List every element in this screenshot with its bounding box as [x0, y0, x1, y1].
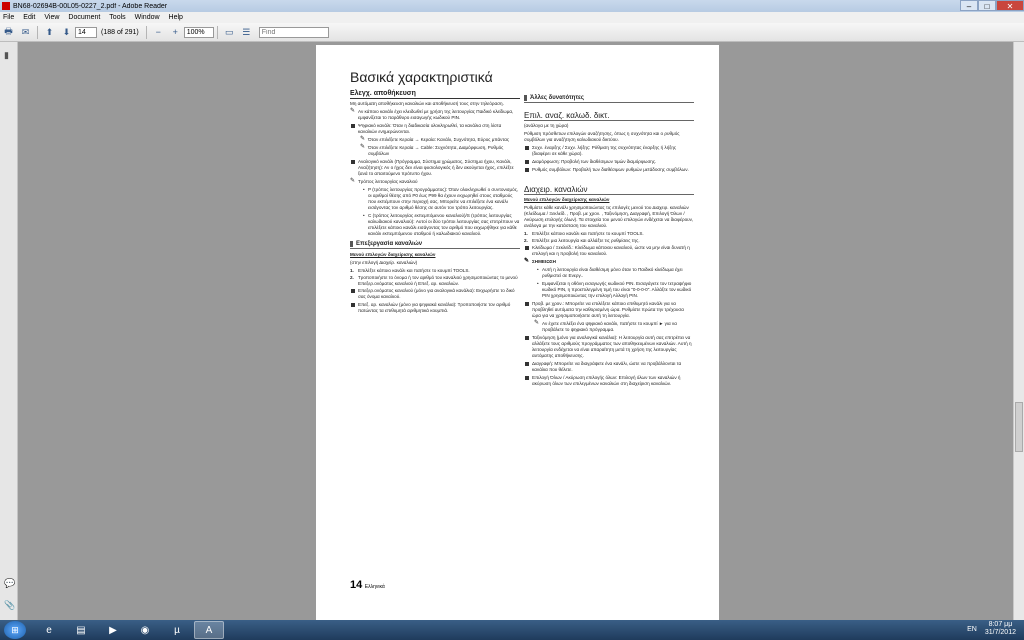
- step-2: 2. Επιλέξτε μια λειτουργία και αλλάξτε τις ρυθμίσεις της.: [524, 238, 640, 243]
- navigation-panel: [0, 42, 18, 620]
- toolbar-divider: [37, 26, 38, 39]
- email-icon[interactable]: ✉: [21, 26, 30, 37]
- footer-page-number: 14: [350, 579, 363, 591]
- toolbar: [0, 23, 1024, 42]
- acrobat-app-icon: [2, 2, 10, 10]
- bullet: Επεξερ.ονόματος καναλιού (μόνο για αναλογικά κανάλια): Εκχωρήστε το δικό σας όνομα καναλιού.: [350, 288, 520, 300]
- scrollbar-thumb[interactable]: [1015, 402, 1023, 452]
- clock-date: 31/7/2012: [984, 629, 1016, 636]
- vertical-scrollbar[interactable]: [1013, 42, 1024, 620]
- paragraph: Ρύθμιση πρόσθετων επιλογών αναζήτησης, όπως η συχνότητα και ο ρυθμός συμβόλων για αναζήτηση καλωδιακού δικτύου.: [524, 131, 680, 142]
- media-player-icon[interactable]: ▶: [109, 624, 117, 636]
- menu-document[interactable]: Document: [68, 14, 101, 21]
- step-text: Επιλέξτε μια λειτουργία και αλλάξτε τις ρυθμίσεις της.: [532, 238, 640, 243]
- step-2: 2. Τροποποιήστε το όνομα ή τον αριθμό του καναλιού χρησιμοποιώντας το μενού Επεξερ.ονόματος καναλιού ή Επεξ. αρ. καναλιών.: [350, 275, 518, 286]
- heading-edit: Επεξεργασία καναλιών: [350, 241, 520, 249]
- sub-note: ✎ Αν έχετε επιλέξει ένα ψηφιακό κανάλι, πατήστε το κουμπί ► για να προβάλετε το ψηφιακό πρόγραμμα.: [524, 321, 694, 333]
- bullet: Κλείδωμα / Ξεκλείδ.: Κλείδωμα κάποιου καναλιού, ώστε να μην είναι δυνατή η επιλογή και η προβολή του καναλιού.: [524, 245, 694, 257]
- toolbar-divider: [146, 26, 147, 39]
- language-indicator[interactable]: EN: [967, 625, 977, 633]
- clock[interactable]: [985, 621, 1016, 637]
- sub-note: ✎ Όταν επιλέξετε Κεραία → Κεραία: Κανάλι, Συχνότητα, Εύρος μπάντας: [350, 137, 520, 143]
- step-text: Επιλέξτε κάποιο κανάλι και πατήστε το κουμπί TOOLS.: [532, 231, 644, 236]
- bullet: Διαγραφή: Μπορείτε να διαγράψετε ένα κανάλι, ώστε να προβάλλονται τα κανάλια που θέλετε.: [524, 361, 694, 373]
- folder-icon[interactable]: ▤: [76, 624, 86, 636]
- system-tray: [967, 621, 1016, 637]
- menu-window[interactable]: Window: [134, 14, 160, 21]
- note: ✎ Αν κάποιο κανάλι έχει κλειδωθεί με χρήση της λειτουργίας Παιδικό κλείδωμα, εμφανίζεται το παράθυρο εισαγωγής κωδικού PIN.: [350, 109, 520, 121]
- zoom-out-icon[interactable]: −: [155, 27, 161, 37]
- heading-search: Επιλ. αναζ. καλωδ. δικτ.: [524, 113, 694, 121]
- acrobat-taskbar-icon[interactable]: A: [194, 621, 224, 639]
- window-title: BN68-02694B-00L05-0227_2.pdf - Adobe Reader: [13, 2, 168, 10]
- page-footer: [350, 579, 385, 591]
- menu-heading: Μενού επιλογών διαχείρισης καναλιών: [524, 197, 610, 202]
- footer-language: Ελληνικά: [364, 584, 385, 590]
- dot-item: • C (τρόπος λειτουργίας εκπεμπόμενου καναλιού)/S (τρόπος λειτουργίας καλωδιακού καναλιού): Αυτοί οι δύο τρόποι λειτουργίας σας επιτρέπουν να επιλέξετε κάποιο κανάλι εισάγοντας τον αριθμό που εκχωρήθηκε για κάθε κανάλι εκπεμπόμενου σταθμού ή καλωδιακού καναλιού.: [350, 213, 520, 237]
- heading-save: Ελεγχ. αποθήκευση: [350, 91, 520, 99]
- page-count-label: (188 of 291): [101, 28, 139, 36]
- paragraph: Ρυθμίστε κάθε κανάλι χρησιμοποιώντας τις επιλογές μενού του Διαχειρ. καναλιών (Κλείδωμα / Ξεκλείδ. , Προβ. με χρον. , Ταξινόμηση, Διαγραφή, Επιλογή Όλων / Ακύρωση επιλογής όλων). Τα στοιχεία του μενού επιλογών ενδέχεται να διαφέρουν, ανάλογα με την κατάσταση του καναλιού.: [524, 205, 694, 228]
- menu-heading: Μενού επιλογών διαχείρισης καναλιών: [350, 252, 436, 257]
- bullet: Επιλογή Όλων / Ακύρωση επιλογής όλων: Επιλογή όλων των καναλιών ή ακύρωση όλων των επιλεγμένων καναλιών στη διαχείριση καναλιών.: [524, 375, 694, 387]
- step-1: 1. Επιλέξτε κάποιο κανάλι και πατήστε το κουμπί TOOLS.: [524, 231, 644, 236]
- minimize-button[interactable]: –: [960, 0, 978, 11]
- right-column: [524, 91, 694, 389]
- zoom-in-icon[interactable]: +: [172, 27, 178, 37]
- next-page-icon[interactable]: ⬇: [62, 26, 71, 37]
- menu-help[interactable]: Help: [168, 14, 183, 21]
- pdf-page: [316, 45, 719, 620]
- step-text: Τροποποιήστε το όνομα ή τον αριθμό του καναλιού χρησιμοποιώντας το μενού Επεξερ.ονόματος καναλιού ή Επεξ. αρ. καναλιών.: [358, 275, 518, 286]
- title-bar: [0, 0, 1024, 12]
- paragraph: (στην επιλογή Διαχείρ. καναλιών): [350, 260, 418, 265]
- step-text: Επιλέξτε κάποιο κανάλι και πατήστε το κουμπί TOOLS.: [358, 268, 470, 273]
- bullet: Διαμόρφωση: Προβολή των διαθέσιμων τιμών διαμόρφωσης.: [524, 159, 694, 165]
- bullet: Ρυθμός συμβόλων: Προβολή των διαθέσιμων ρυθμών μετάδοσης συμβόλων.: [524, 167, 694, 173]
- note: ✎ Τρόπος λειτουργίας καναλιού: [350, 179, 520, 185]
- toolbar-divider: [217, 26, 218, 39]
- bullet: Επεξ. αρ. καναλιών (μόνο για ψηφιακά κανάλια): Τροποποιήστε τον αριθμό πατώντας τα επιθυμητά αριθμητικά κουμπιά.: [350, 302, 520, 314]
- bullet: Συχν. έναρξης / Συχν. λήξης: Ρύθμιση της συχνότητας έναρξης ή λήξης (διαφέρει σε κάθε χώρα).: [524, 145, 694, 157]
- close-button[interactable]: ✕: [996, 0, 1024, 11]
- left-column: [350, 91, 520, 316]
- menu-view[interactable]: View: [44, 14, 60, 21]
- dot-item: • P (τρόπος λειτουργίας προγράμματος): Όταν ολοκληρωθεί ο συντονισμός, οι αριθμοί θέσης από P0 έως P99 θα έχουν εκχωρηθεί στους σταθμούς που εκπέμπουν στην περιοχή σας. Μπορείτε να επιλέξετε ένα κανάλι εισάγοντας τον αριθμό θέσης σε αυτόν τον τρόπο λειτουργίας.: [350, 187, 520, 211]
- page-number-input[interactable]: [75, 27, 97, 38]
- sub-note: ✎ Όταν επιλέξετε Κεραία → Cable: Συχνότητα, Διαμόρφωση, Ρυθμός συμβόλων: [350, 145, 520, 157]
- comment-icon[interactable]: 💬: [4, 578, 16, 588]
- page-title: Βασικά χαρακτηριστικά: [350, 69, 493, 85]
- attachment-icon[interactable]: 📎: [4, 600, 16, 610]
- taskbar: [0, 620, 1024, 640]
- paragraph: Μη αυτόματη αποθήκευση καναλιών και αποθήκευσή τους στην τηλεόραση.: [350, 101, 504, 106]
- bullet: Ψηφιακό κανάλι: Όταν η διαδικασία ολοκληρωθεί, τα κανάλια στη λίστα καναλιών ενημερώνονται.: [350, 123, 520, 135]
- dot-item: • Αυτή η λειτουργία είναι διαθέσιμη μόνο όταν το Παιδικό κλείδωμα έχει ρυθμιστεί σε Ενεργ..: [524, 267, 694, 279]
- find-input[interactable]: [259, 27, 329, 38]
- hand-tool-icon[interactable]: ☰: [242, 26, 251, 37]
- dot-item: • Εμφανίζεται η οθόνη εισαγωγής κωδικού PIN. Εισαγάγετε τον τετραψήφιο κωδικό PIN, η προεπιλεγμένη τιμή του είναι "0-0-0-0". Αλλάξτε τον κωδικό PIN χρησιμοποιώντας την επιλογή Αλλαγή PIN.: [524, 281, 694, 299]
- heading-other: Άλλες δυνατότητες: [524, 95, 694, 103]
- menu-tools[interactable]: Tools: [109, 14, 126, 21]
- bullet: Ταξινόμηση (μόνο για αναλογικά κανάλια): Η λειτουργία αυτή σας επιτρέπει να αλλάξετε τους αριθμούς προγράμματος των αποθηκευμένων καναλιών. Αυτή η λειτουργία ενδέχεται να είναι απαραίτητη μετά τη χρήση της λειτουργίας αυτόματης αποθήκευσης.: [524, 335, 694, 359]
- clock-time: 8:07 μμ: [988, 621, 1013, 628]
- bullet: Αναλογικό κανάλι (Πρόγραμμα, Σύστημα χρώματος, Σύστημα ήχου, Κανάλι, Αναζήτηση): Αν ο ήχος δεν είναι φυσιολογικός ή δεν ακούγεται ήχος, επιλέξτε ξανά το απαιτούμενο πρότυπο ήχου.: [350, 159, 520, 177]
- heading-manage: Διαχειρ. καναλιών: [524, 187, 694, 195]
- step-1: 1. Επιλέξτε κάποιο κανάλι και πατήστε το κουμπί TOOLS.: [350, 268, 470, 273]
- menu-edit[interactable]: Edit: [23, 14, 36, 21]
- select-tool-icon[interactable]: ▭: [224, 26, 234, 37]
- ie-icon[interactable]: e: [46, 624, 52, 636]
- print-icon[interactable]: 🖶: [4, 26, 13, 36]
- zoom-select[interactable]: [184, 27, 214, 38]
- menu-bar: [0, 12, 1024, 23]
- menu-file[interactable]: File: [3, 14, 15, 21]
- start-button[interactable]: ⊞: [4, 621, 26, 639]
- firefox-icon[interactable]: ◉: [140, 624, 150, 636]
- previous-page-icon[interactable]: ⬆: [45, 26, 54, 37]
- maximize-button[interactable]: □: [978, 0, 996, 11]
- paragraph: (ανάλογα με τη χώρα): [524, 123, 569, 128]
- note-heading: ✎ ΣΗΜΕΙΩΣΗ: [524, 259, 694, 265]
- utorrent-icon[interactable]: µ: [174, 624, 180, 636]
- bullet: Προβ. με χρον.: Μπορείτε να επιλέξετε κάποιο επιθυμητό κανάλι για να προβληθεί αυτόματα την καθορισμένη ώρα. Ρυθμίστε πρώτα την τρέχουσα ώρα για να χρησιμοποιήσετε αυτή τη λειτουργία.: [524, 301, 694, 319]
- pages-icon[interactable]: ▮: [4, 50, 9, 60]
